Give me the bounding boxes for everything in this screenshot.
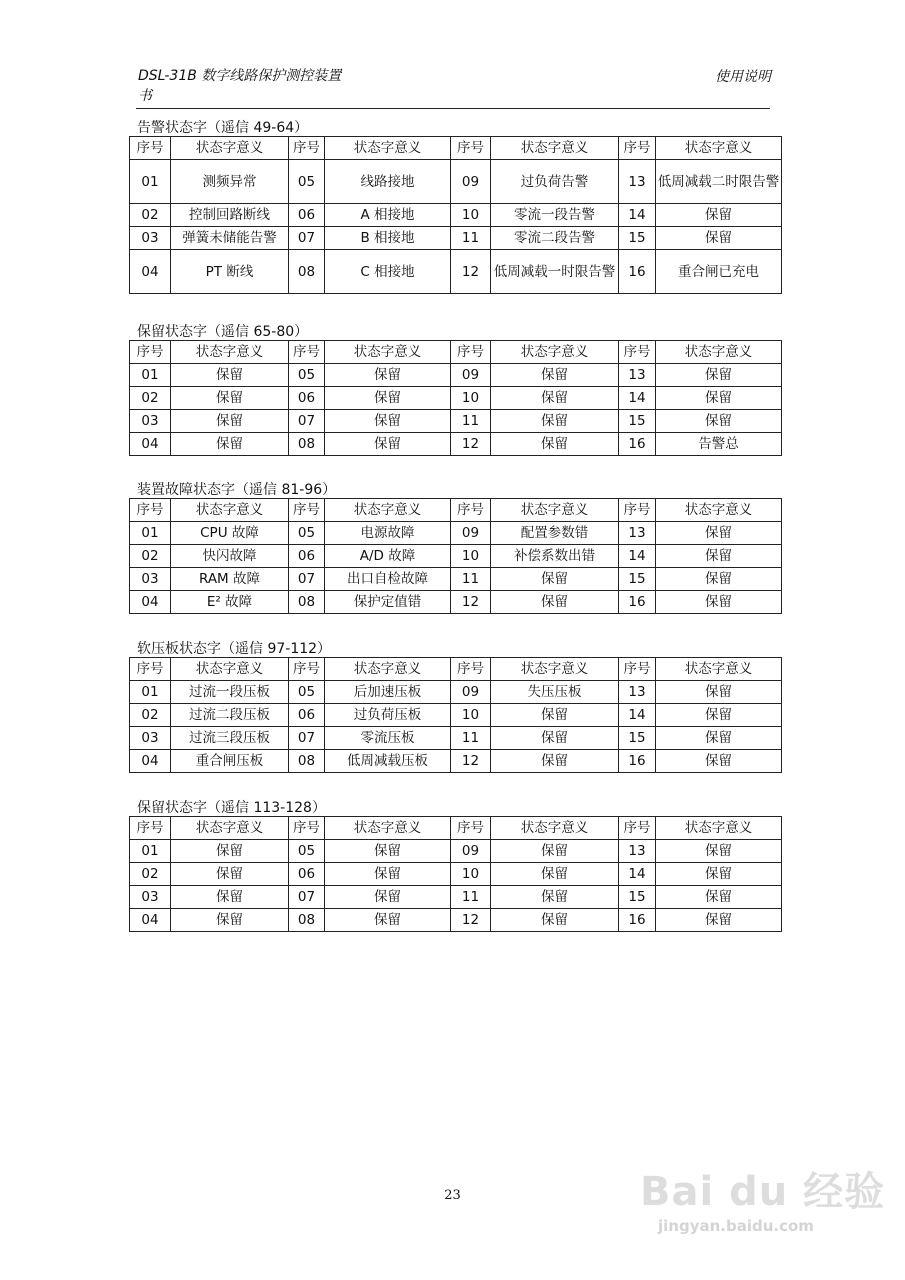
header-index: 序号 — [619, 137, 656, 160]
cell-meaning: 保留 — [325, 886, 451, 909]
cell-meaning: 保留 — [171, 387, 289, 410]
cell-index: 09 — [451, 160, 491, 204]
cell-index: 01 — [130, 522, 171, 545]
cell-meaning: B 相接地 — [325, 227, 451, 250]
header-meaning: 状态字意义 — [491, 658, 619, 681]
cell-index: 16 — [619, 433, 656, 456]
cell-meaning: 保留 — [491, 863, 619, 886]
header-meaning: 状态字意义 — [171, 341, 289, 364]
cell-meaning: 保留 — [656, 410, 782, 433]
cell-index: 14 — [619, 204, 656, 227]
cell-index: 04 — [130, 591, 171, 614]
cell-meaning: 保留 — [656, 387, 782, 410]
cell-index: 07 — [289, 227, 325, 250]
cell-meaning: 保留 — [491, 568, 619, 591]
header-index: 序号 — [451, 499, 491, 522]
cell-index: 15 — [619, 227, 656, 250]
status-section — [129, 641, 781, 773]
header-index: 序号 — [130, 499, 171, 522]
header-meaning: 状态字意义 — [491, 499, 619, 522]
table-row — [130, 227, 782, 250]
baidu-jingyan-watermark — [640, 1160, 885, 1235]
section-title: 装置故障状态字（遥信 81-96） — [137, 482, 337, 498]
cell-meaning: 保留 — [325, 840, 451, 863]
header-meaning: 状态字意义 — [491, 341, 619, 364]
cell-meaning: 测频异常 — [171, 160, 289, 204]
cell-index: 11 — [451, 410, 491, 433]
cell-index: 12 — [451, 750, 491, 773]
cell-index: 03 — [130, 227, 171, 250]
table-row — [130, 886, 782, 909]
section-title: 保留状态字（遥信 113-128） — [137, 800, 326, 816]
cell-index: 03 — [130, 886, 171, 909]
table-row — [130, 204, 782, 227]
watermark-url: jingyan.baidu.com — [658, 1217, 814, 1235]
cell-meaning: 控制回路断线 — [171, 204, 289, 227]
table-header-row — [130, 499, 782, 522]
header-meaning: 状态字意义 — [171, 137, 289, 160]
status-section — [129, 324, 781, 456]
cell-index: 02 — [130, 545, 171, 568]
cell-index: 12 — [451, 909, 491, 932]
cell-index: 14 — [619, 863, 656, 886]
cell-meaning: 电源故障 — [325, 522, 451, 545]
cell-meaning: 保留 — [656, 750, 782, 773]
header-right-label: 使用说明 — [715, 69, 771, 85]
cell-index: 15 — [619, 727, 656, 750]
cell-meaning: 线路接地 — [325, 160, 451, 204]
cell-meaning: 保留 — [656, 727, 782, 750]
header-meaning: 状态字意义 — [171, 817, 289, 840]
cell-meaning: 过负荷告警 — [491, 160, 619, 204]
cell-index: 04 — [130, 433, 171, 456]
table-row — [130, 545, 782, 568]
header-meaning: 状态字意义 — [491, 137, 619, 160]
cell-meaning: 过流一段压板 — [171, 681, 289, 704]
cell-index: 05 — [289, 160, 325, 204]
cell-meaning: 后加速压板 — [325, 681, 451, 704]
header-meaning: 状态字意义 — [325, 499, 451, 522]
header-title-line1: DSL-31B 数字线路保护测控装置 — [138, 68, 342, 84]
document-header-title — [138, 66, 341, 106]
header-index: 序号 — [289, 817, 325, 840]
cell-index: 07 — [289, 568, 325, 591]
status-section — [129, 800, 781, 932]
cell-index: 10 — [451, 387, 491, 410]
cell-index: 08 — [289, 250, 325, 294]
header-index: 序号 — [130, 658, 171, 681]
cell-index: 11 — [451, 886, 491, 909]
cell-meaning: 零流二段告警 — [491, 227, 619, 250]
cell-meaning: 保留 — [491, 364, 619, 387]
cell-meaning: 保留 — [491, 704, 619, 727]
cell-meaning: 保留 — [656, 704, 782, 727]
cell-index: 15 — [619, 410, 656, 433]
header-meaning: 状态字意义 — [325, 658, 451, 681]
header-meaning: 状态字意义 — [656, 137, 782, 160]
cell-meaning: 补偿系数出错 — [491, 545, 619, 568]
cell-meaning: 保留 — [171, 863, 289, 886]
header-divider — [136, 108, 770, 109]
header-meaning: 状态字意义 — [171, 499, 289, 522]
cell-index: 02 — [130, 704, 171, 727]
cell-meaning: 保留 — [491, 433, 619, 456]
cell-meaning: E² 故障 — [171, 591, 289, 614]
header-index: 序号 — [130, 817, 171, 840]
header-index: 序号 — [289, 658, 325, 681]
table-row — [130, 909, 782, 932]
header-index: 序号 — [130, 341, 171, 364]
cell-meaning: 保留 — [325, 410, 451, 433]
cell-meaning: 保留 — [171, 840, 289, 863]
table-row — [130, 681, 782, 704]
header-index: 序号 — [451, 137, 491, 160]
cell-meaning: 保留 — [491, 886, 619, 909]
cell-meaning: 重合闸已充电 — [656, 250, 782, 294]
section-title: 告警状态字（遥信 49-64） — [137, 120, 309, 136]
cell-meaning: 保护定值错 — [325, 591, 451, 614]
cell-index: 04 — [130, 909, 171, 932]
cell-index: 07 — [289, 886, 325, 909]
cell-index: 07 — [289, 727, 325, 750]
cell-index: 14 — [619, 704, 656, 727]
cell-index: 05 — [289, 840, 325, 863]
status-section — [129, 482, 781, 614]
header-index: 序号 — [289, 341, 325, 364]
cell-meaning: PT 断线 — [171, 250, 289, 294]
cell-index: 09 — [451, 522, 491, 545]
cell-meaning: 保留 — [171, 410, 289, 433]
header-meaning: 状态字意义 — [656, 817, 782, 840]
table-row — [130, 160, 782, 204]
section-title: 保留状态字（遥信 65-80） — [137, 324, 309, 340]
header-index: 序号 — [619, 499, 656, 522]
cell-index: 10 — [451, 545, 491, 568]
header-index: 序号 — [130, 137, 171, 160]
cell-index: 09 — [451, 840, 491, 863]
cell-index: 11 — [451, 568, 491, 591]
cell-index: 11 — [451, 227, 491, 250]
header-index: 序号 — [451, 817, 491, 840]
cell-index: 01 — [130, 364, 171, 387]
cell-index: 16 — [619, 591, 656, 614]
cell-meaning: 保留 — [171, 364, 289, 387]
cell-index: 12 — [451, 591, 491, 614]
status-table — [129, 816, 782, 932]
status-table — [129, 340, 782, 456]
cell-meaning: 低周减载一时限告警 — [491, 250, 619, 294]
table-header-row — [130, 341, 782, 364]
header-index: 序号 — [451, 341, 491, 364]
cell-meaning: 保留 — [325, 433, 451, 456]
cell-index: 10 — [451, 704, 491, 727]
cell-index: 16 — [619, 909, 656, 932]
cell-index: 16 — [619, 750, 656, 773]
cell-meaning: 过流二段压板 — [171, 704, 289, 727]
header-meaning: 状态字意义 — [325, 137, 451, 160]
cell-index: 14 — [619, 387, 656, 410]
cell-index: 02 — [130, 863, 171, 886]
cell-meaning: 保留 — [656, 545, 782, 568]
header-meaning: 状态字意义 — [325, 341, 451, 364]
cell-meaning: 保留 — [325, 863, 451, 886]
cell-meaning: 保留 — [656, 364, 782, 387]
cell-meaning: C 相接地 — [325, 250, 451, 294]
table-header-row — [130, 658, 782, 681]
cell-index: 01 — [130, 681, 171, 704]
cell-index: 10 — [451, 204, 491, 227]
status-section — [129, 120, 781, 294]
cell-meaning: 保留 — [491, 591, 619, 614]
cell-meaning: 保留 — [491, 840, 619, 863]
table-row — [130, 750, 782, 773]
cell-meaning: 保留 — [656, 568, 782, 591]
table-row — [130, 364, 782, 387]
cell-index: 08 — [289, 909, 325, 932]
cell-index: 02 — [130, 387, 171, 410]
cell-index: 07 — [289, 410, 325, 433]
header-meaning: 状态字意义 — [491, 817, 619, 840]
cell-meaning: 保留 — [325, 909, 451, 932]
cell-index: 06 — [289, 387, 325, 410]
cell-index: 03 — [130, 568, 171, 591]
cell-index: 04 — [130, 250, 171, 294]
cell-index: 06 — [289, 204, 325, 227]
table-row — [130, 387, 782, 410]
cell-meaning: 告警总 — [656, 433, 782, 456]
cell-index: 05 — [289, 364, 325, 387]
cell-meaning: 保留 — [491, 410, 619, 433]
header-index: 序号 — [289, 137, 325, 160]
cell-meaning: 低周减载二时限告警 — [656, 160, 782, 204]
header-index: 序号 — [619, 817, 656, 840]
cell-index: 01 — [130, 160, 171, 204]
cell-meaning: 过流三段压板 — [171, 727, 289, 750]
header-index: 序号 — [619, 658, 656, 681]
cell-index: 15 — [619, 886, 656, 909]
cell-index: 16 — [619, 250, 656, 294]
cell-meaning: 保留 — [656, 886, 782, 909]
cell-meaning: 零流一段告警 — [491, 204, 619, 227]
table-row — [130, 704, 782, 727]
cell-index: 12 — [451, 250, 491, 294]
cell-meaning: 保留 — [656, 227, 782, 250]
cell-meaning: 保留 — [491, 750, 619, 773]
cell-index: 03 — [130, 727, 171, 750]
cell-meaning: CPU 故障 — [171, 522, 289, 545]
cell-index: 08 — [289, 591, 325, 614]
cell-meaning: A/D 故障 — [325, 545, 451, 568]
cell-index: 13 — [619, 681, 656, 704]
header-meaning: 状态字意义 — [325, 817, 451, 840]
table-row — [130, 727, 782, 750]
cell-index: 13 — [619, 364, 656, 387]
cell-meaning: 保留 — [171, 886, 289, 909]
cell-meaning: A 相接地 — [325, 204, 451, 227]
cell-meaning: 保留 — [491, 387, 619, 410]
cell-meaning: 配置参数错 — [491, 522, 619, 545]
table-row — [130, 568, 782, 591]
cell-index: 13 — [619, 522, 656, 545]
cell-index: 02 — [130, 204, 171, 227]
header-meaning: 状态字意义 — [656, 341, 782, 364]
cell-index: 10 — [451, 863, 491, 886]
cell-index: 06 — [289, 545, 325, 568]
cell-meaning: 保留 — [656, 591, 782, 614]
cell-index: 15 — [619, 568, 656, 591]
cell-index: 13 — [619, 840, 656, 863]
watermark-logo: Bai du 经验 — [640, 1169, 886, 1215]
cell-index: 06 — [289, 863, 325, 886]
header-meaning: 状态字意义 — [656, 658, 782, 681]
cell-meaning: 过负荷压板 — [325, 704, 451, 727]
status-table — [129, 136, 782, 294]
section-title: 软压板状态字（遥信 97-112） — [137, 641, 332, 657]
cell-meaning: RAM 故障 — [171, 568, 289, 591]
header-meaning: 状态字意义 — [171, 658, 289, 681]
header-title-line2: 书 — [138, 88, 152, 104]
table-header-row — [130, 817, 782, 840]
cell-index: 03 — [130, 410, 171, 433]
cell-meaning: 零流压板 — [325, 727, 451, 750]
cell-meaning: 失压压板 — [491, 681, 619, 704]
header-index: 序号 — [289, 499, 325, 522]
cell-index: 13 — [619, 160, 656, 204]
cell-index: 12 — [451, 433, 491, 456]
cell-index: 01 — [130, 840, 171, 863]
cell-meaning: 低周减载压板 — [325, 750, 451, 773]
cell-meaning: 重合闸压板 — [171, 750, 289, 773]
header-meaning: 状态字意义 — [656, 499, 782, 522]
cell-index: 04 — [130, 750, 171, 773]
status-table — [129, 498, 782, 614]
cell-meaning: 保留 — [656, 204, 782, 227]
cell-index: 08 — [289, 433, 325, 456]
cell-index: 08 — [289, 750, 325, 773]
cell-meaning: 保留 — [656, 681, 782, 704]
cell-index: 05 — [289, 522, 325, 545]
table-row — [130, 410, 782, 433]
table-header-row — [130, 137, 782, 160]
page-number: 23 — [444, 1188, 461, 1203]
cell-meaning: 保留 — [656, 840, 782, 863]
header-index: 序号 — [451, 658, 491, 681]
cell-meaning: 保留 — [491, 909, 619, 932]
table-row — [130, 250, 782, 294]
cell-meaning: 保留 — [171, 909, 289, 932]
cell-meaning: 出口自检故障 — [325, 568, 451, 591]
cell-index: 14 — [619, 545, 656, 568]
cell-meaning: 弹簧未储能告警 — [171, 227, 289, 250]
header-index: 序号 — [619, 341, 656, 364]
cell-meaning: 保留 — [656, 863, 782, 886]
cell-index: 05 — [289, 681, 325, 704]
cell-meaning: 保留 — [325, 387, 451, 410]
status-table — [129, 657, 782, 773]
cell-index: 06 — [289, 704, 325, 727]
cell-meaning: 保留 — [656, 522, 782, 545]
cell-meaning: 快闪故障 — [171, 545, 289, 568]
cell-meaning: 保留 — [656, 909, 782, 932]
cell-index: 09 — [451, 681, 491, 704]
table-row — [130, 591, 782, 614]
cell-meaning: 保留 — [171, 433, 289, 456]
table-row — [130, 522, 782, 545]
table-row — [130, 863, 782, 886]
table-row — [130, 433, 782, 456]
cell-index: 11 — [451, 727, 491, 750]
table-row — [130, 840, 782, 863]
cell-index: 09 — [451, 364, 491, 387]
cell-meaning: 保留 — [491, 727, 619, 750]
cell-meaning: 保留 — [325, 364, 451, 387]
